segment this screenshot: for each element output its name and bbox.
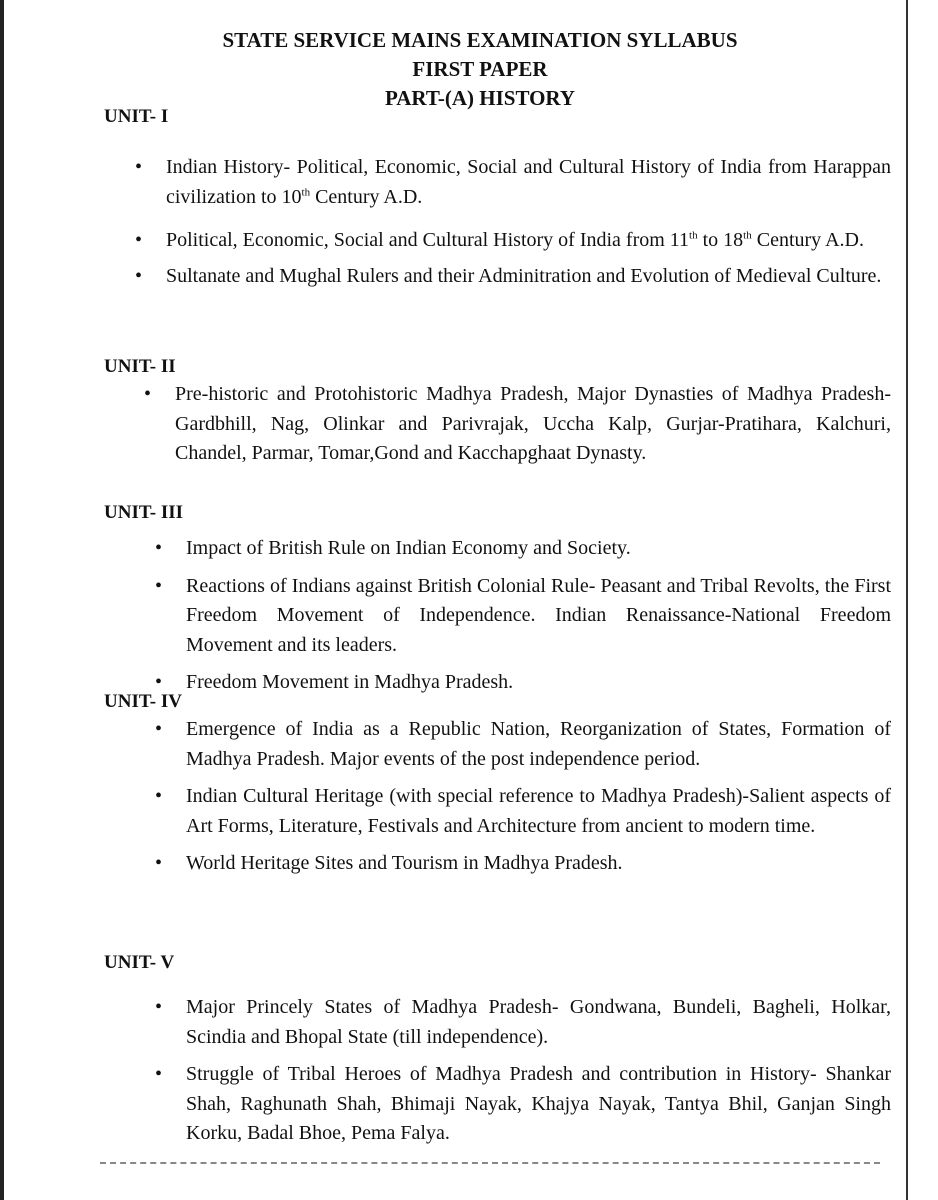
- unit-heading: UNIT- I: [104, 106, 169, 127]
- unit-list: [166, 153, 891, 305]
- item-text: Century A.D.: [310, 185, 423, 208]
- unit-list: [186, 993, 891, 1157]
- item-text: Indian History- Political, Economic, Social and Cultural History of India from Harappan civilization to 10: [166, 156, 891, 208]
- page-edge-left: [0, 0, 4, 1200]
- list-item: • Sultanate and Mughal Rulers and their Adminitration and Evolution of Medieval Culture.: [166, 262, 891, 292]
- unit-heading: UNIT- IV: [104, 691, 182, 712]
- document-title: STATE SERVICE MAINS EXAMINATION SYLLABUS: [222, 28, 738, 52]
- list-item: • Major Princely States of Madhya Pradesh- Gondwana, Bundeli, Bagheli, Holkar, Scindia and Bhopal State (till independence).: [186, 993, 891, 1052]
- list-item: • Reactions of Indians against British Colonial Rule- Peasant and Tribal Revolts, the First Freedom Movement of Independence. Indian Renaissance-National Freedom Movement and its leaders.: [186, 572, 891, 661]
- paper-title: FIRST PAPER: [412, 57, 548, 81]
- list-item: • Indian Cultural Heritage (with special reference to Madhya Pradesh)-Salient aspects of Art Forms, Literature, Festivals and Architecture from ancient to modern time.: [186, 782, 891, 841]
- list-item: • World Heritage Sites and Tourism in Madhya Pradesh.: [186, 849, 891, 879]
- list-item: [166, 226, 891, 256]
- unit-heading: UNIT- V: [104, 952, 175, 973]
- list-item: • Emergence of India as a Republic Nation, Reorganization of States, Formation of Madhya Pradesh. Major events of the post independence period.: [186, 715, 891, 774]
- list-item: • Impact of British Rule on Indian Economy and Society.: [186, 534, 891, 564]
- footer-rule: [100, 1162, 880, 1164]
- unit-heading: UNIT- II: [104, 356, 176, 377]
- ordinal-suffix: th: [743, 229, 752, 242]
- ordinal-suffix: th: [301, 185, 311, 198]
- item-text: Political, Economic, Social and Cultural History of India from 11: [166, 229, 690, 251]
- unit-list: [186, 534, 891, 706]
- ordinal-suffix: th: [689, 229, 698, 242]
- part-title: PART-(A) HISTORY: [384, 86, 576, 110]
- list-item: • Freedom Movement in Madhya Pradesh.: [186, 668, 891, 698]
- item-text: to 18: [697, 229, 744, 251]
- list-item: • Struggle of Tribal Heroes of Madhya Pradesh and contribution in History- Shankar Shah, Raghunath Shah, Bhimaji Nayak, Khajya Nayak, Tantya Bhil, Ganjan Singh Korku, Badal Bhoe, Pema Falya.: [186, 1060, 891, 1149]
- header: [160, 26, 800, 113]
- list-item: [166, 153, 891, 212]
- item-text: Century A.D.: [751, 229, 864, 251]
- unit-list: [175, 380, 891, 483]
- page-edge-right: [906, 0, 908, 1200]
- unit-list: [186, 715, 891, 887]
- list-item: • Pre-historic and Protohistoric Madhya Pradesh, Major Dynasties of Madhya Pradesh- Gardbhill, Nag, Olinkar and Parivrajak, Uccha Kalp, Gurjar-Pratihara, Kalchuri, Chandel, Parmar, Tomar,Gond and Kacchapghaat Dynasty.: [175, 380, 891, 469]
- unit-heading: UNIT- III: [104, 502, 184, 523]
